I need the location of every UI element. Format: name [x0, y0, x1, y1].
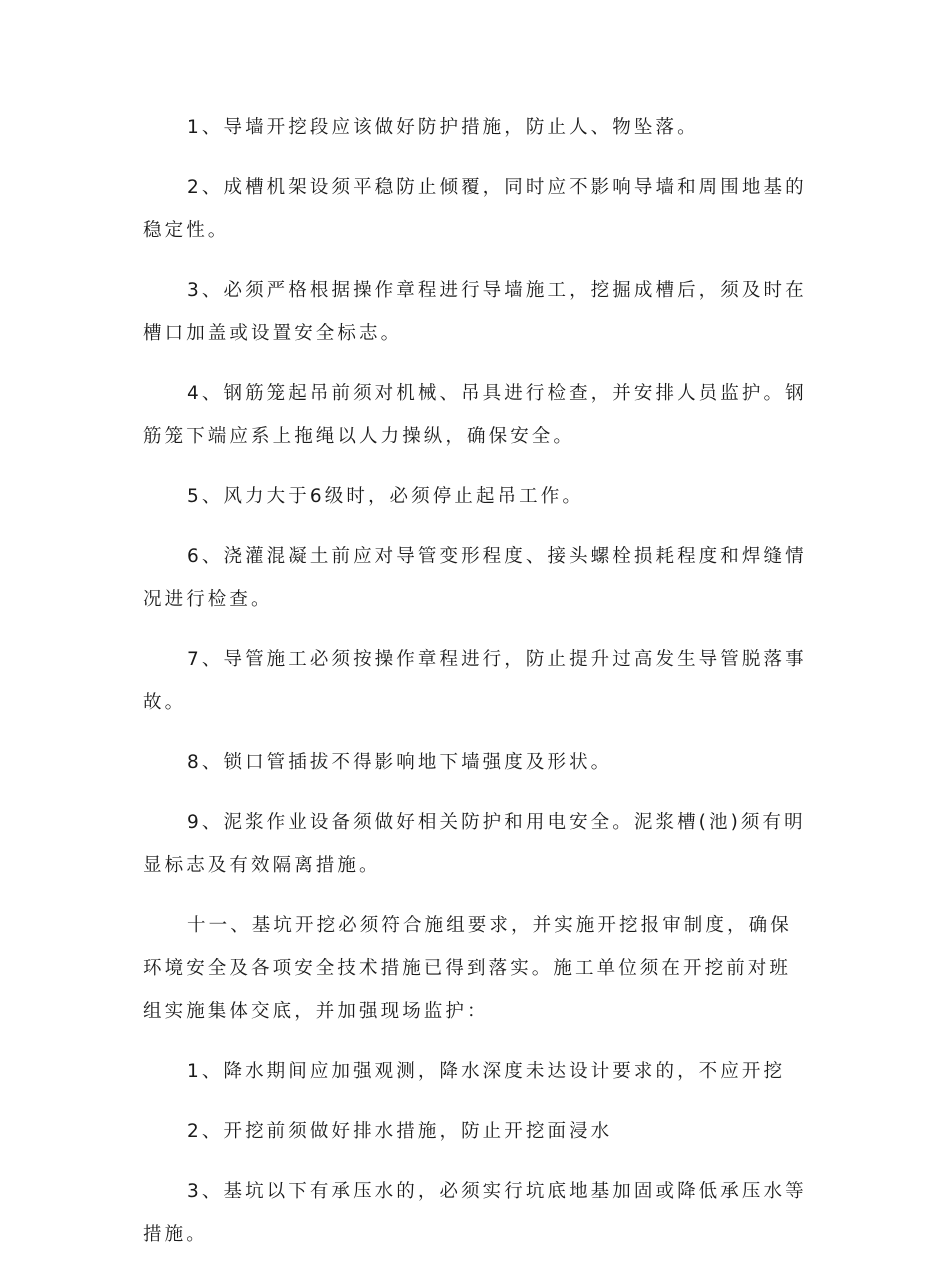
paragraph-foundation-pit-heading: 十一、基坑开挖必须符合施组要求，并实施开挖报审制度，确保环境安全及各项安全技术措施已得到落实。施工单位须在开挖前对班组实施集体交底，并加强现场监护： — [143, 915, 792, 1022]
paragraph-guide-wall-excavation: 1、导墙开挖段应该做好防护措施，防止人、物坠落。 — [187, 117, 699, 138]
document-body — [143, 106, 807, 1273]
paragraph-rebar-cage-lifting: 4、钢筋笼起吊前须对机械、吊具进行检查，并安排人员监护。钢筋笼下端应系上拖绳以人力操纵，确保安全。 — [143, 383, 807, 447]
paragraph-drainage: 2、开挖前须做好排水措施，防止开挖面浸水 — [187, 1121, 613, 1142]
paragraph-guide-wall-construction: 3、必须严格根据操作章程进行导墙施工，挖掘成槽后，须及时在槽口加盖或设置安全标志。 — [143, 280, 807, 344]
paragraph-wind-limit: 5、风力大于6级时，必须停止起吊工作。 — [187, 486, 584, 507]
paragraph-conduit-construction: 7、导管施工必须按操作章程进行，防止提升过高发生导管脱落事故。 — [143, 649, 807, 713]
paragraph-concrete-pouring: 6、浇灌混凝土前应对导管变形程度、接头螺栓损耗程度和焊缝情况进行检查。 — [143, 546, 807, 610]
paragraph-trenching-machine: 2、成槽机架设须平稳防止倾覆，同时应不影响导墙和周围地基的稳定性。 — [143, 177, 807, 241]
paragraph-confined-water: 3、基坑以下有承压水的，必须实行坑底地基加固或降低承压水等措施。 — [143, 1181, 807, 1245]
paragraph-dewatering: 1、降水期间应加强观测，降水深度未达设计要求的，不应开挖 — [187, 1061, 786, 1082]
paragraph-slurry-equipment: 9、泥浆作业设备须做好相关防护和用电安全。泥浆槽(池)须有明显标志及有效隔离措施。 — [143, 812, 806, 876]
paragraph-lock-pipe: 8、锁口管插拔不得影响地下墙强度及形状。 — [187, 752, 613, 773]
